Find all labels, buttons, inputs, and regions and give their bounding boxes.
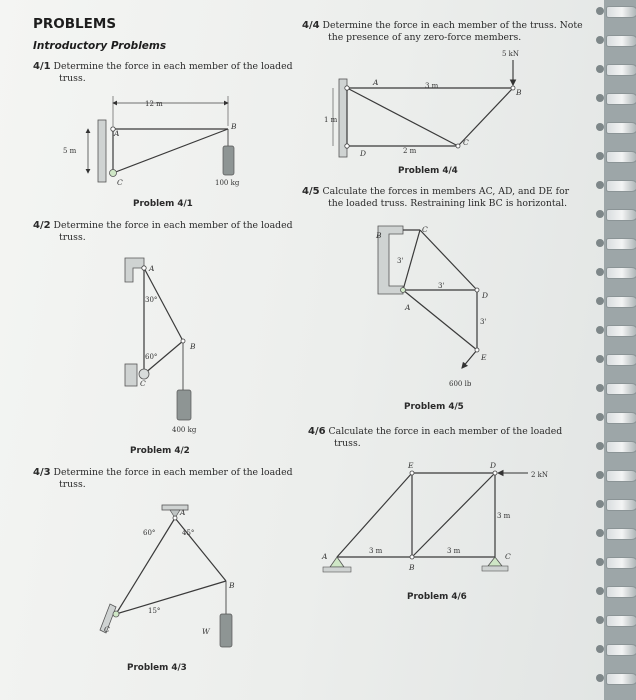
statement-line: truss. <box>59 73 86 84</box>
statement-line: truss. <box>59 232 86 243</box>
problem-4-6-caption: Problem 4/6 <box>407 592 467 602</box>
statement-line: Calculate the forces in members AC, AD, and DE for <box>322 186 570 197</box>
statement-line: Calculate the force in each member of the loaded <box>328 426 563 437</box>
problem-number: 4/1 <box>33 61 51 72</box>
truss-figure-4-1 <box>63 96 240 187</box>
joint-e <box>410 471 414 475</box>
joint-label-a: A <box>180 508 186 517</box>
weight-block <box>220 614 232 647</box>
left-dimension: 3 m <box>369 547 383 555</box>
truss-member-cd <box>420 230 477 290</box>
truss-member-ae <box>337 473 412 557</box>
roller-support <box>113 611 119 617</box>
span-dimension: 12 m <box>145 100 163 108</box>
joint-label-a: A <box>405 303 411 312</box>
joint-label-a: A <box>322 552 328 561</box>
lower-wall-support <box>125 364 137 386</box>
height-dimension: 3 m <box>497 512 511 520</box>
truss-member-ac <box>347 88 458 146</box>
load-arrow <box>462 350 477 368</box>
pin-support <box>401 288 406 293</box>
bottom-angle-label: 60° <box>145 353 158 361</box>
joint-label-b: B <box>190 342 196 351</box>
joint-c <box>456 144 460 148</box>
statement-line: Determine the force in each member of the truss. Note <box>322 20 583 31</box>
joint-label-b: B <box>516 88 522 97</box>
right-dimension: 3 m <box>447 547 461 555</box>
truss-member-ac <box>403 230 420 290</box>
joint-e <box>475 348 479 352</box>
truss-figure-4-2 <box>125 258 197 434</box>
load-label: 600 lb <box>449 380 472 388</box>
bottom-angle-label: 15° <box>148 607 161 615</box>
joint-b <box>410 555 414 559</box>
truss-figure-4-3 <box>100 505 235 647</box>
load-label: 400 kg <box>172 426 197 434</box>
statement-line: the loaded truss. Restraining link BC is horizontal. <box>328 198 568 209</box>
problem-4-1-caption: Problem 4/1 <box>133 199 193 209</box>
truss-member-bd <box>412 473 495 557</box>
top-angle-label: 30° <box>145 296 158 304</box>
joint-d <box>345 144 349 148</box>
joint-label-a: A <box>114 129 120 138</box>
joint-d <box>493 471 497 475</box>
problem-4-5-caption: Problem 4/5 <box>404 402 464 412</box>
problem-4-3-caption: Problem 4/3 <box>127 663 187 673</box>
joint-label-c: C <box>463 138 469 147</box>
truss-figure-4-6 <box>321 461 548 572</box>
joint-label-c: C <box>104 625 110 634</box>
statement-line: Determine the force in each member of the loaded <box>53 220 293 231</box>
pin-support <box>139 369 149 379</box>
joint-label-e: E <box>408 461 414 470</box>
joint-label-c: C <box>140 379 146 388</box>
statement-line: Determine the force in each member of the loaded <box>53 61 293 72</box>
statement-line: truss. <box>334 438 361 449</box>
roller-support-c <box>488 557 502 566</box>
load-label: 2 kN <box>531 471 549 479</box>
problem-number: 4/6 <box>308 426 326 437</box>
truss-member-bc <box>116 581 226 614</box>
ground <box>482 566 508 571</box>
wall-support <box>98 120 106 182</box>
problem-number: 4/2 <box>33 220 51 231</box>
joint-label-d: D <box>482 291 489 300</box>
joint-label-d: D <box>490 461 497 470</box>
joint-b <box>181 339 185 343</box>
load-mass <box>223 146 234 175</box>
ground <box>323 567 351 572</box>
joint-a <box>173 516 177 520</box>
truss-member-ab <box>144 268 183 341</box>
joint-label-b: B <box>229 581 235 590</box>
truss-figure-4-5 <box>375 225 488 388</box>
joint-label-d: D <box>360 149 367 158</box>
statement-line: Determine the force in each member of the loaded <box>53 467 293 478</box>
joint-label-e: E <box>481 353 487 362</box>
joint-a <box>142 266 146 270</box>
height-dimension: 1 m <box>324 116 338 124</box>
left-angle-label: 60° <box>143 529 156 537</box>
problem-number: 4/4 <box>302 20 320 31</box>
top-dimension: 3 m <box>425 82 439 90</box>
truss-member-ab <box>175 518 226 581</box>
joint-d <box>475 288 479 292</box>
joint-label-c: C <box>422 225 428 234</box>
section-subtitle: Introductory Problems <box>33 40 167 52</box>
height-dimension: 5 m <box>63 147 77 155</box>
problem-4-4-caption: Problem 4/4 <box>398 166 458 176</box>
joint-label-a: A <box>373 78 379 87</box>
pin-support-a <box>330 557 344 567</box>
statement-line: the presence of any zero-force members. <box>328 32 522 43</box>
joint-label-b: B <box>231 122 237 131</box>
truss-figure-4-4 <box>324 50 522 158</box>
problem-4-2-caption: Problem 4/2 <box>130 446 190 456</box>
upper-wall-support <box>125 258 144 282</box>
joint-label-b: B <box>409 563 415 572</box>
truss-member-ae <box>403 290 477 350</box>
problem-number: 4/5 <box>302 186 320 197</box>
load-label: 100 kg <box>215 179 240 187</box>
dimension-label: 3' <box>438 282 445 290</box>
section-title: PROBLEMS <box>33 16 117 32</box>
bottom-dimension: 2 m <box>403 147 417 155</box>
pin-support <box>110 170 117 177</box>
load-label: 5 kN <box>502 50 520 58</box>
joint-label-c: C <box>505 552 511 561</box>
load-mass <box>177 390 191 420</box>
joint-b <box>511 86 515 90</box>
joint-label-b: B <box>376 231 382 240</box>
right-angle-label: 45° <box>182 529 195 537</box>
joint-label-a: A <box>149 264 155 273</box>
weight-label: W <box>202 627 210 636</box>
dimension-label: 3' <box>480 318 487 326</box>
joint-a <box>345 86 349 90</box>
joint-label-c: C <box>117 178 123 187</box>
problem-number: 4/3 <box>33 467 51 478</box>
dimension-label: 3' <box>397 257 404 265</box>
truss-member-bc <box>113 129 228 173</box>
statement-line: truss. <box>59 479 86 490</box>
